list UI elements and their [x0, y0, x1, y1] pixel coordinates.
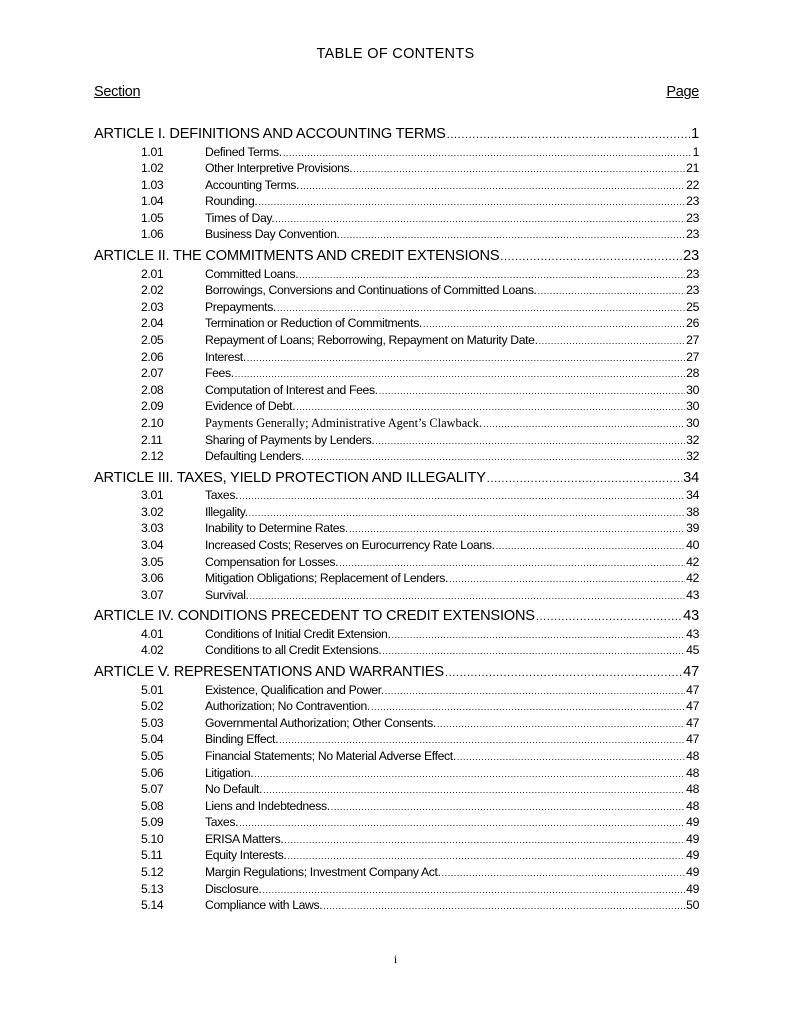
toc-section-entry[interactable] [94, 299, 699, 316]
section-number: 5.11 [141, 848, 163, 863]
dot-leader [437, 716, 685, 733]
section-title: Illegality. [205, 504, 248, 519]
section-page: 23 [686, 266, 699, 281]
section-title: Liens and Indebtedness. [205, 798, 330, 813]
toc-section-entry[interactable] [94, 282, 699, 299]
section-page: 23 [686, 210, 699, 225]
section-number: 2.02 [141, 283, 164, 298]
section-title: Survival. [205, 587, 249, 602]
section-title: Compliance with Laws. [205, 898, 323, 913]
section-page: 47 [686, 682, 699, 697]
dot-leader [262, 882, 685, 899]
dot-leader [447, 126, 690, 145]
section-page: 28 [686, 366, 699, 381]
dot-leader [296, 399, 685, 416]
toc-section-entry[interactable] [94, 144, 699, 161]
section-number: 3.01 [141, 488, 164, 503]
toc-section-entry[interactable] [94, 226, 699, 243]
section-number: 2.10 [141, 415, 164, 430]
section-number: 1.06 [141, 227, 164, 242]
section-number: 3.07 [141, 587, 164, 602]
section-page: 38 [686, 504, 699, 519]
dot-leader [349, 521, 685, 538]
section-title: Increased Costs; Reserves on Eurocurrency Rate Loans. [205, 537, 495, 552]
dot-leader [331, 799, 685, 816]
section-number: 1.01 [141, 144, 164, 159]
dot-leader [277, 300, 685, 317]
article-page: 23 [683, 248, 699, 265]
section-page: 49 [686, 881, 699, 896]
section-page: 30 [686, 415, 699, 430]
dot-leader [283, 145, 692, 162]
section-title: Committed Loans. [205, 266, 299, 281]
section-title: Borrowings, Conversions and Continuations of Committed Loans. [205, 283, 537, 298]
toc-section-entry[interactable] [94, 177, 699, 194]
dot-leader [247, 350, 685, 367]
toc-section-entry[interactable] [94, 487, 699, 504]
toc-section-entry[interactable] [94, 315, 699, 332]
dot-leader [341, 227, 686, 244]
dot-leader [239, 488, 685, 505]
section-number: 2.09 [141, 399, 164, 414]
section-page: 27 [686, 332, 699, 347]
dot-leader [300, 178, 685, 195]
dot-leader [305, 449, 685, 466]
toc-section-entry[interactable] [94, 814, 699, 831]
section-title: Conditions of Initial Credit Extension. [205, 626, 391, 641]
toc-section-entry[interactable] [94, 642, 699, 659]
dot-leader [382, 643, 685, 660]
section-title: Repayment of Loans; Reborrowing, Repayment on Maturity Date. [205, 332, 538, 347]
section-title: Defined Terms. [205, 144, 282, 159]
section-title: Rounding. [205, 194, 258, 209]
section-title: Payments Generally; Administrative Agent’s Clawback. [205, 415, 483, 430]
section-number: 2.07 [141, 366, 164, 381]
dot-leader [254, 766, 685, 783]
dot-leader [500, 248, 682, 267]
table-of-contents [94, 125, 699, 914]
section-number: 3.03 [141, 521, 164, 536]
toc-article-entry[interactable] [94, 125, 699, 144]
article-title: ARTICLE II. THE COMMITMENTS AND CREDIT EXTENSIONS [94, 248, 500, 265]
section-title: Computation of Interest and Fees. [205, 382, 378, 397]
dot-leader [275, 211, 685, 228]
article-title: ARTICLE I. DEFINITIONS AND ACCOUNTING TERMS [94, 126, 446, 142]
section-number: 5.10 [141, 831, 164, 846]
section-page: 47 [686, 732, 699, 747]
dot-leader [392, 627, 686, 644]
section-number: 4.02 [141, 643, 164, 658]
section-number: 4.01 [141, 626, 164, 641]
section-number: 5.12 [141, 865, 164, 880]
section-title: Prepayments. [205, 299, 276, 314]
dot-leader [449, 571, 685, 588]
section-page: 49 [686, 831, 699, 846]
article-title: ARTICLE IV. CONDITIONS PRECEDENT TO CREDIT EXTENSIONS [94, 608, 535, 625]
dot-leader [339, 555, 685, 572]
section-page: 32 [686, 432, 699, 447]
section-number: 5.09 [141, 815, 164, 830]
section-title: Equity Interests. [205, 848, 287, 863]
section-page: 22 [686, 177, 699, 192]
section-number: 1.04 [141, 194, 164, 209]
section-number: 5.13 [141, 881, 164, 896]
section-title: ERISA Matters. [205, 831, 284, 846]
toc-article-entry[interactable] [94, 607, 699, 626]
toc-section-entry[interactable] [94, 537, 699, 554]
page-number: i [393, 952, 398, 966]
section-title: Conditions to all Credit Extensions. [205, 643, 382, 658]
toc-section-entry[interactable] [94, 365, 699, 382]
page-column-header: Page [666, 84, 699, 100]
section-page: 34 [686, 488, 699, 503]
section-number: 2.08 [141, 382, 164, 397]
section-page: 39 [686, 521, 699, 536]
section-number: 5.03 [141, 715, 164, 730]
dot-leader [496, 538, 685, 555]
section-number: 5.02 [141, 699, 164, 714]
toc-section-entry[interactable] [94, 765, 699, 782]
section-title: Existence, Qualification and Power. [205, 682, 384, 697]
section-number: 3.05 [141, 554, 164, 569]
section-number: 1.03 [141, 177, 164, 192]
section-page: 26 [686, 316, 699, 331]
dot-leader [445, 664, 682, 683]
dot-leader [442, 865, 686, 882]
section-number: 1.02 [141, 161, 164, 176]
section-page: 49 [686, 848, 699, 863]
dot-leader [379, 383, 685, 400]
section-page: 30 [686, 399, 699, 414]
dot-leader [536, 608, 682, 627]
section-title: Defaulting Lenders. [205, 449, 305, 464]
toc-section-entry[interactable] [94, 781, 699, 798]
section-number: 2.06 [141, 349, 164, 364]
toc-section-entry[interactable] [94, 432, 699, 449]
section-number: 1.05 [141, 210, 164, 225]
toc-section-entry[interactable] [94, 349, 699, 366]
section-title: Fees. [205, 366, 234, 381]
dot-leader [375, 433, 685, 450]
section-page: 42 [686, 571, 699, 586]
dot-leader [539, 333, 686, 350]
section-title: Margin Regulations; Investment Company Act. [205, 865, 441, 880]
toc-section-entry[interactable] [94, 554, 699, 571]
section-title: Other Interpretive Provisions. [205, 161, 353, 176]
section-page: 48 [686, 782, 699, 797]
toc-section-entry[interactable] [94, 520, 699, 537]
section-page: 43 [686, 587, 699, 602]
toc-section-entry[interactable] [94, 748, 699, 765]
dot-leader [249, 505, 685, 522]
section-title: Litigation. [205, 765, 254, 780]
section-page: 48 [686, 798, 699, 813]
dot-leader [457, 749, 685, 766]
section-title: Accounting Terms. [205, 177, 300, 192]
article-page: 1 [691, 126, 699, 142]
article-title: ARTICLE III. TAXES, YIELD PROTECTION AND ILLEGALITY [94, 469, 486, 486]
section-page: 23 [686, 227, 699, 242]
section-title: Taxes. [205, 815, 239, 830]
toc-section-entry[interactable] [94, 864, 699, 881]
section-number: 2.12 [141, 449, 164, 464]
section-page: 30 [686, 382, 699, 397]
page-title: TABLE OF CONTENTS [316, 46, 475, 62]
toc-section-entry[interactable] [94, 682, 699, 699]
toc-section-entry[interactable] [94, 382, 699, 399]
section-page: 49 [686, 815, 699, 830]
dot-leader [287, 848, 685, 865]
section-page: 25 [686, 299, 699, 314]
toc-section-entry[interactable] [94, 210, 699, 227]
section-number: 5.07 [141, 782, 164, 797]
dot-leader [279, 732, 685, 749]
toc-section-entry[interactable] [94, 847, 699, 864]
section-page: 48 [686, 765, 699, 780]
toc-section-entry[interactable] [94, 715, 699, 732]
section-number: 2.05 [141, 332, 164, 347]
section-page: 32 [686, 449, 699, 464]
dot-leader [423, 316, 685, 333]
section-title: Disclosure. [205, 881, 262, 896]
section-title: Governmental Authorization; Other Consents. [205, 715, 436, 730]
section-title: Interest. [205, 349, 246, 364]
section-page: 42 [686, 554, 699, 569]
toc-section-entry[interactable] [94, 831, 699, 848]
section-number: 5.04 [141, 732, 164, 747]
section-number: 2.01 [141, 266, 164, 281]
section-title: Mitigation Obligations; Replacement of Lenders. [205, 571, 449, 586]
dot-leader [323, 898, 685, 915]
dot-leader [487, 470, 682, 489]
toc-section-entry[interactable] [94, 798, 699, 815]
dot-leader [250, 588, 686, 605]
section-number: 5.05 [141, 748, 164, 763]
article-page: 34 [683, 469, 699, 486]
dot-leader [299, 267, 685, 284]
toc-section-entry[interactable] [94, 398, 699, 415]
section-title: Inability to Determine Rates. [205, 521, 348, 536]
toc-section-entry[interactable] [94, 626, 699, 643]
section-column-header: Section [94, 84, 141, 100]
toc-section-entry[interactable] [94, 881, 699, 898]
section-title: Termination or Reduction of Commitments. [205, 316, 422, 331]
dot-leader [258, 194, 685, 211]
toc-section-entry[interactable] [94, 698, 699, 715]
section-title: Times of Day. [205, 210, 275, 225]
section-page: 45 [686, 643, 699, 658]
section-number: 5.08 [141, 798, 164, 813]
section-title: No Default. [205, 782, 263, 797]
section-number: 3.06 [141, 571, 164, 586]
section-title: Sharing of Payments by Lenders. [205, 432, 375, 447]
article-page: 43 [683, 608, 699, 625]
toc-article-entry[interactable] [94, 247, 699, 266]
section-title: Authorization; No Contravention. [205, 699, 370, 714]
section-number: 3.02 [141, 504, 164, 519]
toc-section-entry[interactable] [94, 504, 699, 521]
section-page: 1 [692, 144, 699, 159]
dot-leader [371, 699, 685, 716]
section-number: 2.04 [141, 316, 164, 331]
section-title: Taxes. [205, 488, 239, 503]
section-number: 5.01 [141, 682, 164, 697]
toc-section-entry[interactable] [94, 570, 699, 587]
section-page: 23 [686, 194, 699, 209]
section-page: 43 [686, 626, 699, 641]
toc-section-entry[interactable] [94, 415, 699, 432]
section-page: 47 [686, 699, 699, 714]
section-page: 49 [686, 865, 699, 880]
toc-section-entry[interactable] [94, 448, 699, 465]
section-page: 50 [686, 898, 699, 913]
dot-leader [538, 283, 686, 300]
section-page: 23 [686, 283, 699, 298]
toc-article-entry[interactable] [94, 663, 699, 682]
section-title: Evidence of Debt. [205, 399, 296, 414]
dot-leader [235, 366, 685, 383]
article-title: ARTICLE V. REPRESENTATIONS AND WARRANTIES [94, 664, 444, 681]
section-title: Binding Effect. [205, 732, 279, 747]
section-title: Business Day Convention. [205, 227, 340, 242]
section-number: 2.03 [141, 299, 164, 314]
article-page: 47 [683, 664, 699, 681]
toc-section-entry[interactable] [94, 193, 699, 210]
section-page: 21 [686, 161, 699, 176]
dot-leader [263, 782, 685, 799]
dot-leader [483, 416, 685, 433]
section-title: Compensation for Losses. [205, 554, 339, 569]
toc-article-entry[interactable] [94, 469, 699, 488]
section-page: 47 [686, 715, 699, 730]
section-number: 5.06 [141, 765, 164, 780]
toc-section-entry[interactable] [94, 897, 699, 914]
dot-leader [385, 683, 685, 700]
section-page: 48 [686, 748, 699, 763]
section-number: 2.11 [141, 432, 163, 447]
toc-section-entry[interactable] [94, 332, 699, 349]
toc-section-entry[interactable] [94, 587, 699, 604]
section-title: Financial Statements; No Material Adverse Effect. [205, 748, 456, 763]
dot-leader [353, 161, 685, 178]
section-number: 3.04 [141, 537, 164, 552]
toc-section-entry[interactable] [94, 160, 699, 177]
dot-leader [239, 815, 685, 832]
toc-section-entry[interactable] [94, 731, 699, 748]
section-page: 27 [686, 349, 699, 364]
section-number: 5.14 [141, 898, 164, 913]
toc-section-entry[interactable] [94, 266, 699, 283]
section-page: 40 [686, 537, 699, 552]
dot-leader [284, 832, 685, 849]
